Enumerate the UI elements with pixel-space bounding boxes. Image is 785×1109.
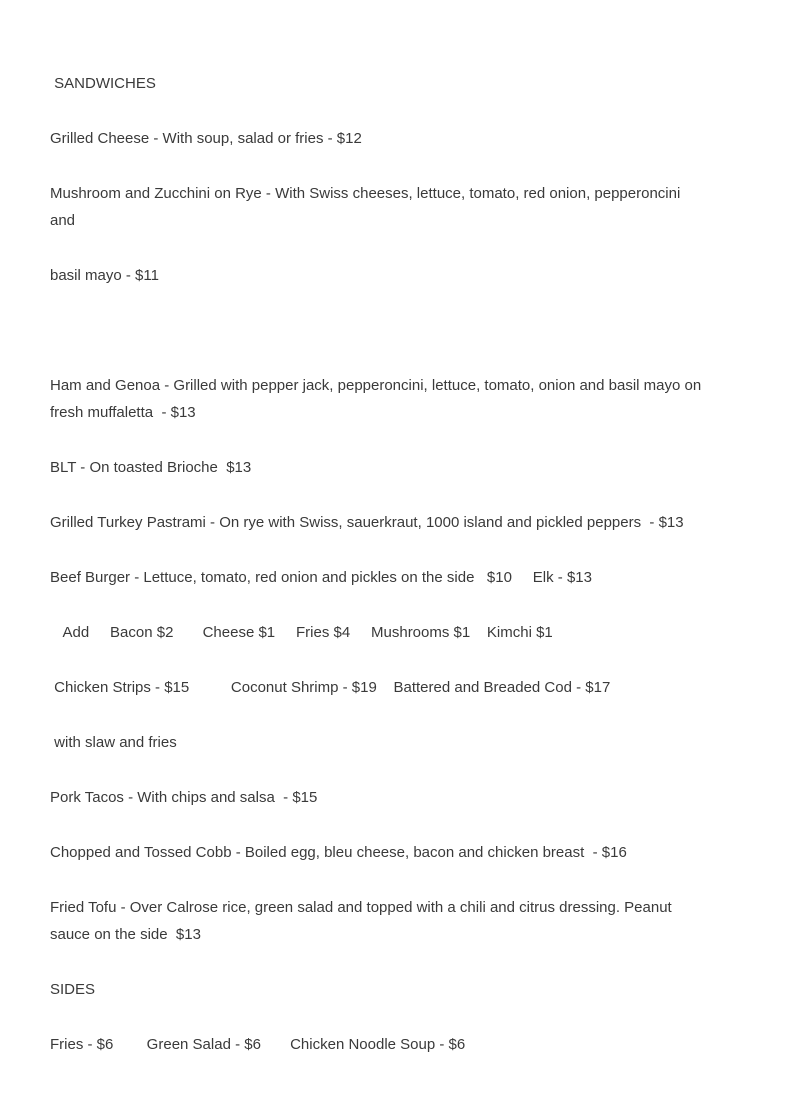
menu-item-mushroom-zucchini-line2: and bbox=[50, 212, 76, 229]
menu-item-fried-platters: Chicken Strips - $15 Coconut Shrimp - $19 Battered and Breaded Cod - $17 bbox=[50, 679, 611, 696]
menu-sides: Fries - $6 Green Salad - $6 Chicken Noodle Soup - $6 bbox=[50, 1036, 466, 1053]
section-heading-sandwiches: SANDWICHES bbox=[50, 75, 156, 92]
menu-item-fried-platters-note: with slaw and fries bbox=[50, 734, 177, 751]
section-heading-sides: SIDES bbox=[50, 981, 96, 998]
menu-addons: Add Bacon $2 Cheese $1 Fries $4 Mushrooms $1 Kimchi $1 bbox=[50, 624, 553, 641]
menu-item-mushroom-zucchini-line3: basil mayo - $11 bbox=[50, 267, 159, 284]
menu-item-grilled-cheese: Grilled Cheese - With soup, salad or fries - $12 bbox=[50, 130, 362, 147]
menu-item-fried-tofu-line1: Fried Tofu - Over Calrose rice, green salad and topped with a chili and citrus dressing. Peanut bbox=[50, 899, 672, 916]
menu-item-blt: BLT - On toasted Brioche $13 bbox=[50, 459, 252, 476]
menu-item-beef-burger: Beef Burger - Lettuce, tomato, red onion and pickles on the side $10 Elk - $13 bbox=[50, 569, 592, 586]
menu-item-ham-genoa-line2: fresh muffaletta - $13 bbox=[50, 404, 196, 421]
menu-item-pork-tacos: Pork Tacos - With chips and salsa - $15 bbox=[50, 789, 318, 806]
menu-item-fried-tofu-line2: sauce on the side $13 bbox=[50, 926, 201, 943]
menu-item-mushroom-zucchini-line1: Mushroom and Zucchini on Rye - With Swiss cheeses, lettuce, tomato, red onion, pepperoncini bbox=[50, 185, 681, 202]
menu-item-turkey-pastrami: Grilled Turkey Pastrami - On rye with Swiss, sauerkraut, 1000 island and pickled peppers - $13 bbox=[50, 514, 684, 531]
menu-item-cobb: Chopped and Tossed Cobb - Boiled egg, bleu cheese, bacon and chicken breast - $16 bbox=[50, 844, 627, 861]
menu-item-ham-genoa-line1: Ham and Genoa - Grilled with pepper jack, pepperoncini, lettuce, tomato, onion and basil mayo on bbox=[50, 377, 702, 394]
